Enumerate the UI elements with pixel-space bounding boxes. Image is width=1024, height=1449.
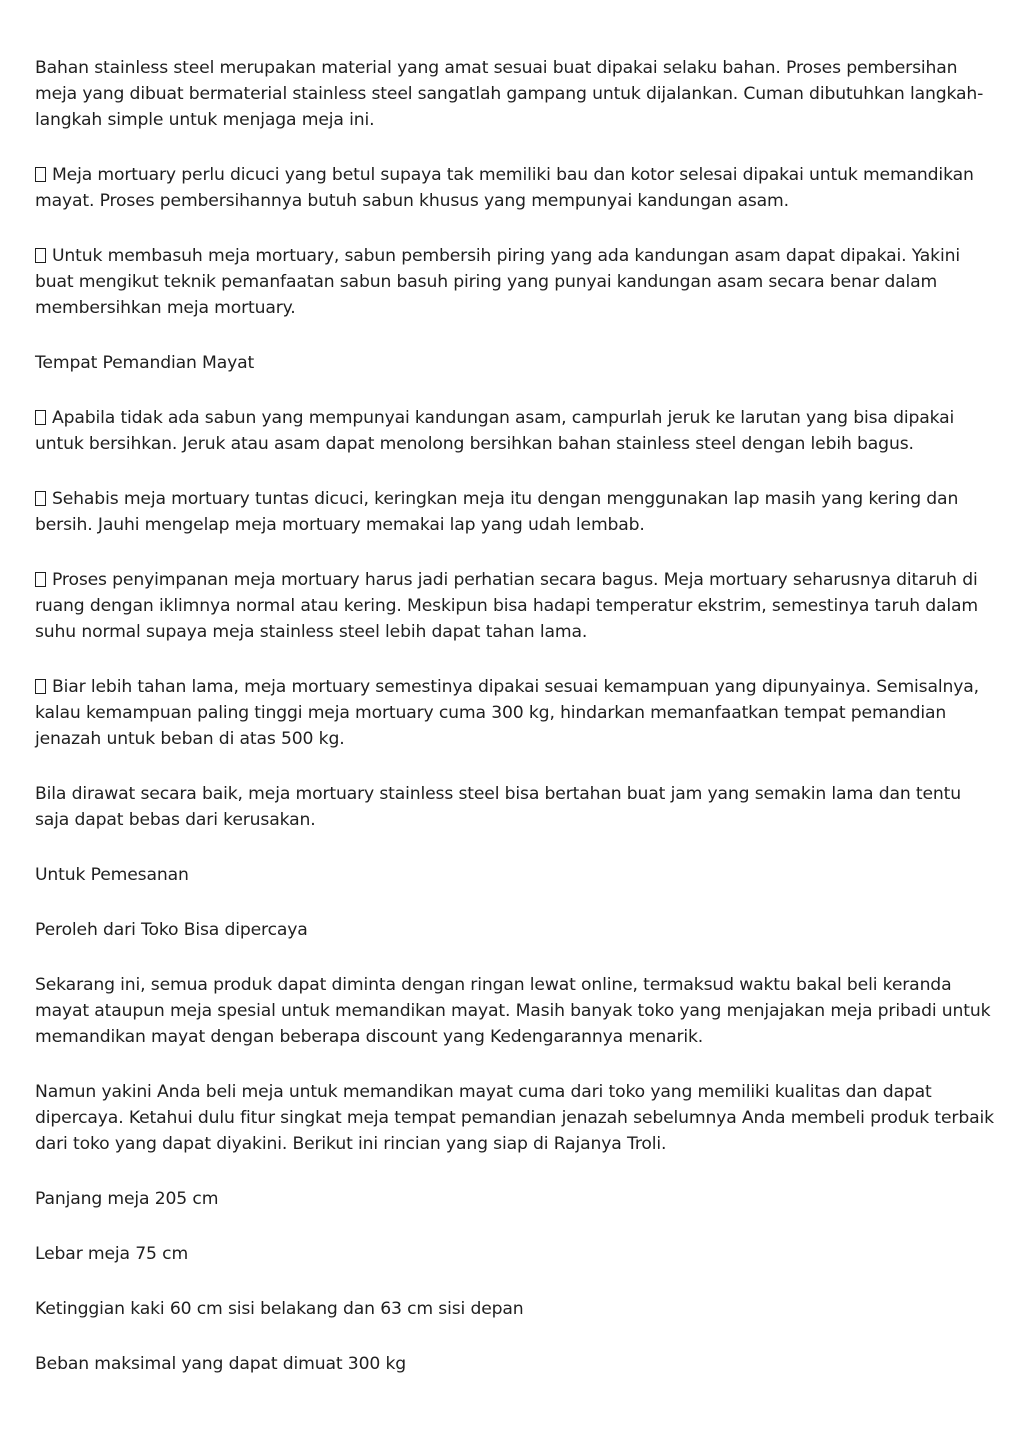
section-heading: Tempat Pemandian Mayat	[35, 353, 255, 373]
spec-item: Lebar meja 75 cm	[35, 1244, 189, 1264]
paragraph: Untuk membasuh meja mortuary, sabun pembersih piring yang ada kandungan asam dapat dipakai. Yakini buat mengikut teknik pemanfaatan sabun basuh piring yang punyai kandungan asam secara benar dalam membersihkan meja mortuary.	[35, 246, 960, 318]
bullet-box-icon	[35, 410, 46, 425]
spec-item: Panjang meja 205 cm	[35, 1189, 219, 1209]
spec-item: Beban maksimal yang dapat dimuat 300 kg	[35, 1354, 407, 1374]
document-page	[35, 55, 995, 1406]
paragraph: Proses penyimpanan meja mortuary harus jadi perhatian secara bagus. Meja mortuary seharusnya ditaruh di ruang dengan iklimnya normal atau kering. Meskipun bisa hadapi temperatur ekstrim, semestinya taruh dalam suhu normal supaya meja stainless steel lebih dapat tahan lama.	[35, 570, 978, 642]
paragraph: Bila dirawat secara baik, meja mortuary stainless steel bisa bertahan buat jam yang semakin lama dan tentu saja dapat bebas dari kerusakan.	[35, 784, 961, 830]
paragraph: Sekarang ini, semua produk dapat diminta dengan ringan lewat online, termaksud waktu bakal beli keranda mayat ataupun meja spesial untuk memandikan mayat. Masih banyak toko yang menjajakan meja pribadi untuk memandikan mayat dengan beberapa discount yang Kedengarannya menarik.	[35, 975, 991, 1047]
section-heading: Peroleh dari Toko Bisa dipercaya	[35, 920, 308, 940]
paragraph: Sehabis meja mortuary tuntas dicuci, keringkan meja itu dengan menggunakan lap masih yang kering dan bersih. Jauhi mengelap meja mortuary memakai lap yang udah lembab.	[35, 489, 959, 535]
paragraph: Biar lebih tahan lama, meja mortuary semestinya dipakai sesuai kemampuan yang dipunyainya. Semisalnya, kalau kemampuan paling tinggi meja mortuary cuma 300 kg, hindarkan memanfaatkan tempat pemandian jenazah untuk beban di atas 500 kg.	[35, 677, 979, 749]
bullet-box-icon	[35, 491, 46, 506]
paragraph: Namun yakini Anda beli meja untuk memandikan mayat cuma dari toko yang memiliki kualitas dan dapat dipercaya. Ketahui dulu fitur singkat meja tempat pemandian jenazah sebelumnya Anda membeli produk terbaik dari toko yang dapat diyakini. Berikut ini rincian yang siap di Rajanya Troli.	[35, 1082, 994, 1154]
bullet-box-icon	[35, 679, 46, 694]
bullet-box-icon	[35, 167, 46, 182]
paragraph: Meja mortuary perlu dicuci yang betul supaya tak memiliki bau dan kotor selesai dipakai untuk memandikan mayat. Proses pembersihannya butuh sabun khusus yang mempunyai kandungan asam.	[35, 165, 974, 211]
paragraph: Bahan stainless steel merupakan material yang amat sesuai buat dipakai selaku bahan. Proses pembersihan meja yang dibuat bermaterial stainless steel sangatlah gampang untuk dijalankan. Cuman dibutuhkan langkah-langkah simple untuk menjaga meja ini.	[35, 58, 984, 130]
paragraph: Apabila tidak ada sabun yang mempunyai kandungan asam, campurlah jeruk ke larutan yang bisa dipakai untuk bersihkan. Jeruk atau asam dapat menolong bersihkan bahan stainless steel dengan lebih bagus.	[35, 408, 955, 454]
bullet-box-icon	[35, 248, 46, 263]
spec-item: Ketinggian kaki 60 cm sisi belakang dan 63 cm sisi depan	[35, 1299, 524, 1319]
section-heading: Untuk Pemesanan	[35, 865, 189, 885]
bullet-box-icon	[35, 572, 46, 587]
